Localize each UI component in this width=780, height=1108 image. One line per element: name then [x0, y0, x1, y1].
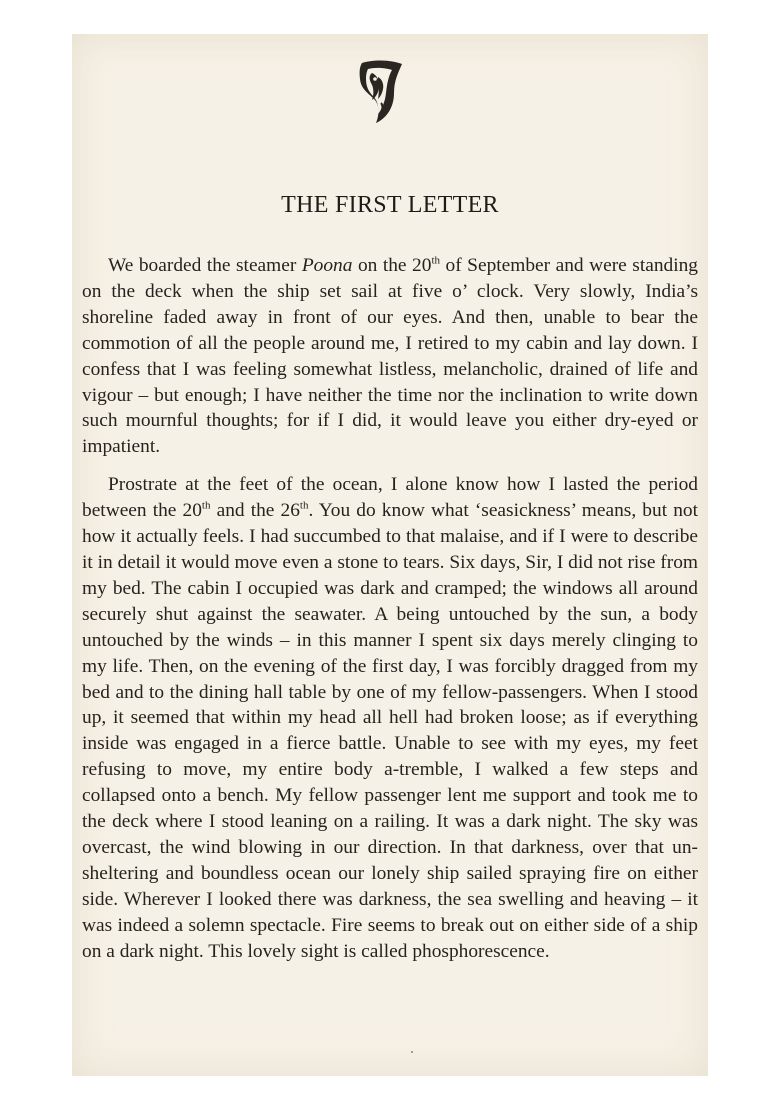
chapter-title: THE FIRST LETTER	[281, 192, 499, 218]
paper-speck	[411, 1051, 413, 1053]
paragraph-2	[82, 472, 698, 964]
text-run: We boarded the steamer	[108, 255, 302, 276]
quill-ornament-icon	[354, 57, 406, 125]
paragraph-1	[82, 253, 698, 460]
ordinal-suffix: th	[201, 499, 211, 512]
text-run: Prostrate at the feet of the ocean, I alone know how I lasted the period between the 20	[82, 474, 698, 522]
text-run: of September and were standing on the deck when the ship set sail at five o’ clock. Very slowly, India’s shoreline faded away in front of our eyes. And then, unable to bear the commotion of all the people around me, I retired to my cabin and lay down. I confess that I was feeling somewhat listless, melancholic, drained of life and vigour – but enough; I have neither the time nor the inclination to write down such mournful thoughts; for if I did, it would leave you either dry-eyed or impatient.	[82, 255, 698, 458]
ordinal-suffix: th	[431, 254, 441, 267]
ordinal-suffix: th	[299, 499, 309, 512]
ship-name: Poona	[301, 255, 353, 276]
text-run: and the 26	[210, 500, 300, 522]
letter-body	[82, 253, 698, 976]
text-run: on the 20	[352, 255, 432, 276]
text-run: . You do know what ‘seasickness’ means, but not how it actually feels. I had succumbed to that malaise, and if I were to describe it in detail it would move even a stone to tears. Six days, Sir, I did not rise from my bed. The cabin I occupied was dark and cramped; the windows all around securely shut against the seawater. A being untouched by the sun, a body untouched by the winds – in this manner I spent six days merely clinging to my life. Then, on the evening of the first day, I was forcibly dragged from my bed and to the dining hall table by one of my fellow-passengers. When I stood up, it seemed that within my head all hell had broken loose; as if everything inside was engaged in a fierce battle. Unable to see with my eyes, my feet refusing to move, my entire body a-tremble, I walked a few steps and collapsed onto a bench. My fellow passenger lent me support and took me to the deck where I stood leaning on a railing. It was a dark night. The sky was overcast, the wind blowing in our direction. In that darkness, over that un-sheltering and boundless ocean our lonely ship sailed spraying fire on either side. Wherever I looked there was darkness, the sea swelling and heaving – it was indeed a solemn spectacle. Fire seems to break out on either side of a ship on a dark night. This lovely sight is called phosphorescence.	[82, 500, 698, 962]
